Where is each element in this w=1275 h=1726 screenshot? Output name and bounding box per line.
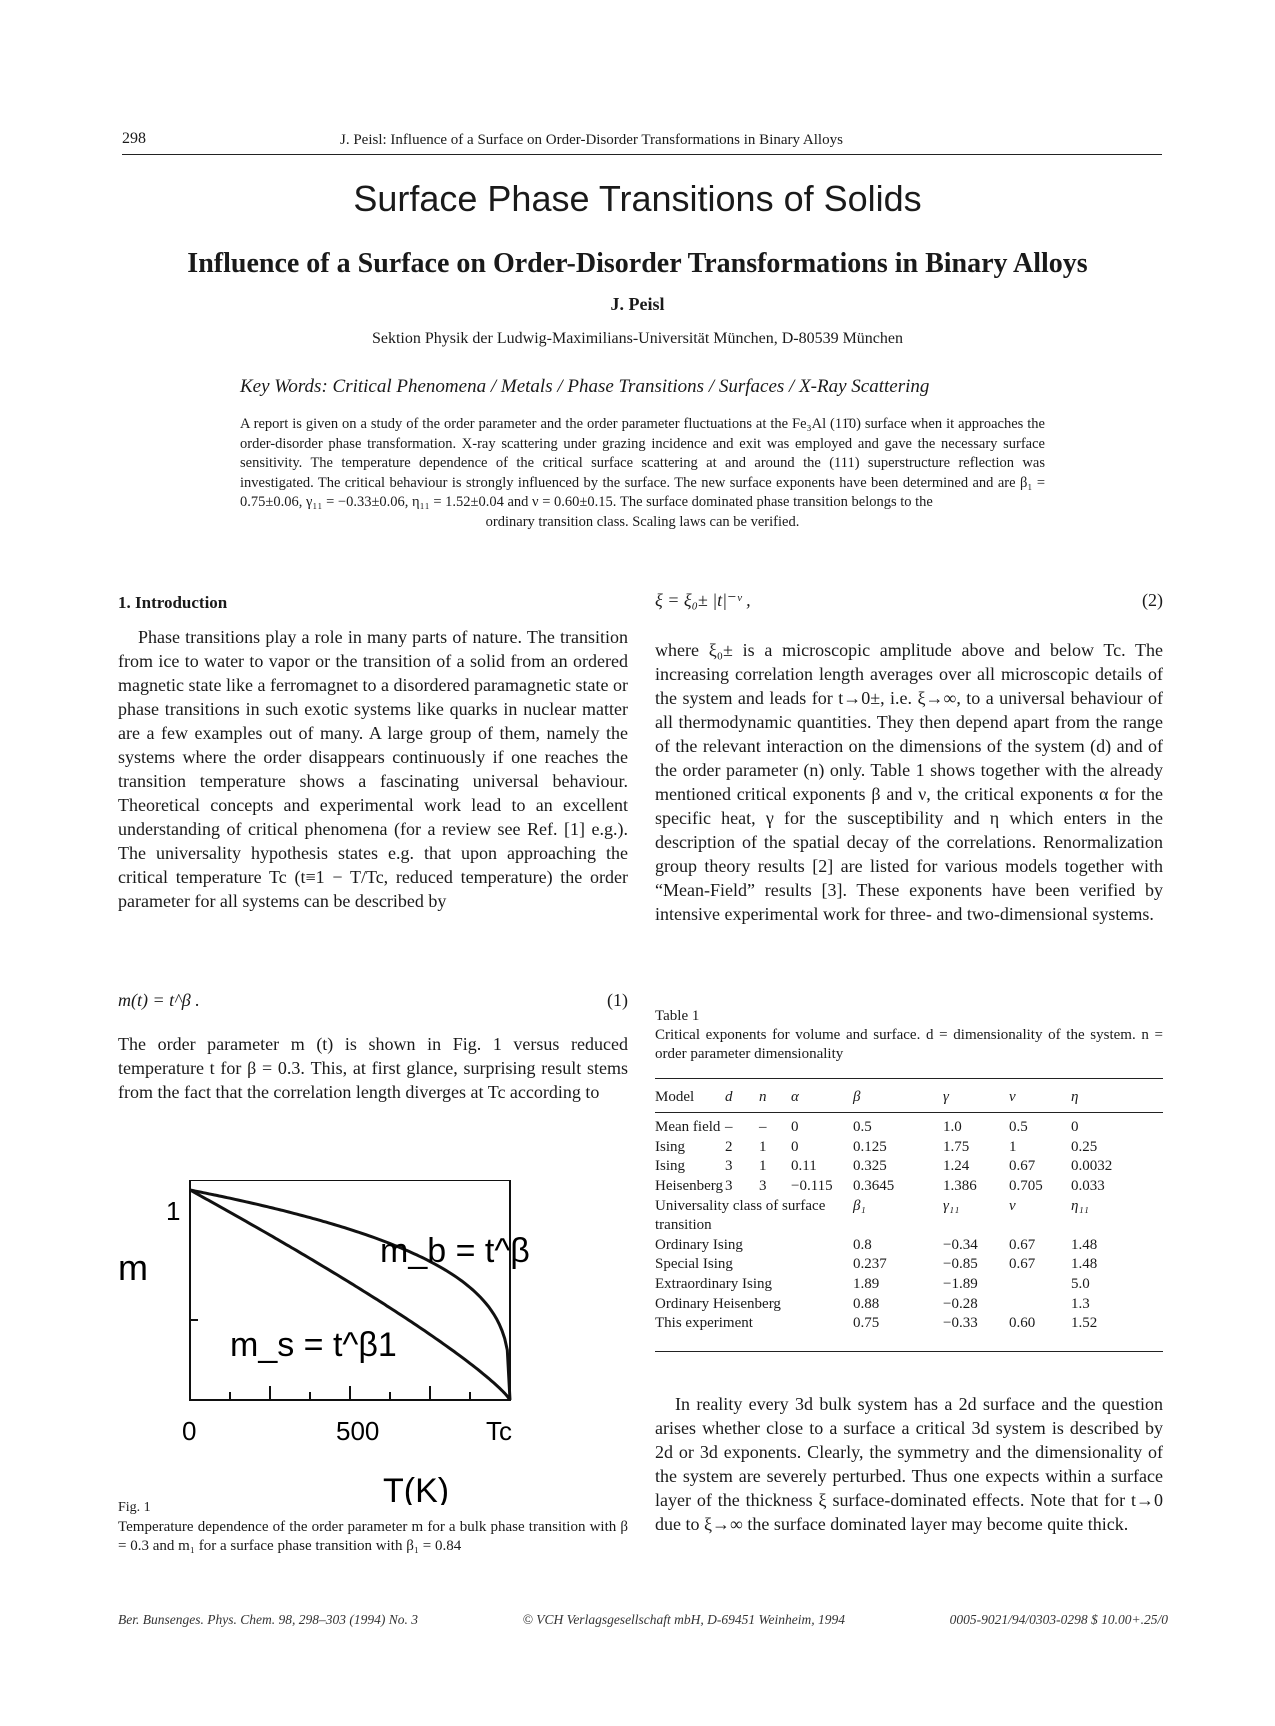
abstract-last-line: ordinary transition class. Scaling laws can be verified.	[485, 513, 800, 530]
table-cell: 0.5	[1009, 1119, 1028, 1136]
x-axis-label: T(K)	[383, 1472, 450, 1505]
table-cell: 0.5	[853, 1119, 872, 1136]
x-tick-label-0: 0	[182, 1416, 197, 1446]
critical-exponents-table	[655, 1084, 1163, 1334]
plot-frame	[190, 1180, 510, 1400]
table-cell: 0.67	[1009, 1158, 1036, 1175]
table-cell: 0.60	[1009, 1315, 1036, 1332]
table-cell: 0.705	[1009, 1178, 1043, 1195]
table-cell: 2	[725, 1138, 733, 1155]
table-row	[655, 1110, 1163, 1138]
header-rule	[122, 154, 1162, 155]
x-tick-label-tc: Tc	[486, 1416, 512, 1446]
running-title: J. Peisl: Influence of a Surface on Order-Disorder Transformations in Binary Alloys	[340, 132, 843, 148]
table-row	[655, 1255, 1163, 1275]
section-heading: 1. Introduction	[118, 593, 228, 612]
table-header-row	[655, 1084, 1163, 1110]
table-cell: 1.386	[943, 1178, 977, 1195]
table-cell: η₁₁	[1071, 1197, 1089, 1214]
table-row	[655, 1275, 1163, 1295]
table-header-cell: ν	[1009, 1088, 1016, 1105]
table-cell: 0.67	[1009, 1236, 1036, 1253]
table-cell: β₁	[853, 1197, 866, 1214]
table-cell: 0	[791, 1119, 799, 1136]
x-tick-label-500: 500	[336, 1416, 380, 1446]
table-cell: 1	[759, 1138, 767, 1155]
table-cell: −0.33	[943, 1315, 978, 1332]
equation-2	[655, 590, 1163, 611]
paper-title: Surface Phase Transitions of Solids	[353, 178, 922, 219]
table-header-cell: η	[1071, 1088, 1079, 1105]
table-cell: Ising	[655, 1158, 685, 1175]
table-cell: –	[759, 1119, 767, 1136]
table-cell: −0.28	[943, 1295, 978, 1312]
table-cell: 1.89	[853, 1276, 880, 1293]
table-cell: 0.3645	[853, 1178, 895, 1195]
table-row	[655, 1157, 1163, 1177]
table-cell: 0	[791, 1138, 799, 1155]
table-cell: 1.3	[1071, 1295, 1090, 1312]
table-cell	[1009, 1275, 1071, 1295]
table-row	[655, 1177, 1163, 1197]
author: J. Peisl	[610, 294, 665, 314]
table-cell: 0.0032	[1071, 1158, 1113, 1175]
paper-subtitle: Influence of a Surface on Order-Disorder Transformations in Binary Alloys	[187, 248, 1088, 279]
table-cell: −0.115	[791, 1178, 833, 1195]
table-cell: 0.8	[853, 1236, 872, 1253]
table-header-cell: Model	[655, 1088, 695, 1105]
table-cell: γ₁₁	[943, 1197, 960, 1214]
table-header-cell: β	[853, 1088, 861, 1105]
table-cell: 3	[759, 1178, 767, 1195]
table-cell: 1	[1009, 1138, 1017, 1155]
figure-1	[118, 1180, 578, 1510]
footer-code: 0005-9021/94/0303-0298 $ 10.00+.25/0	[949, 1612, 1168, 1627]
table-cell: 3	[725, 1158, 733, 1175]
abstract-text: A report is given on a study of the order parameter and the order parameter fluctuations at the Fe₃Al (11̄0) surface when it approaches the order-disorder phase transformation. X-ray scattering under grazing incidence and exit was employed and gave the necessary surface sensitivity. The temperature dependence of the critical surface scattering at and around the (111) superstructure reflection was investigated. The critical behaviour is strongly influenced by the surface. The new surface exponents have been determined and are β₁ = 0.75±0.06, γ₁₁ = −0.33±0.06, η₁₁ = 1.52±0.04 and ν = 0.60±0.15. The surface dominated phase transition belongs to the	[240, 416, 1045, 510]
table-cell: ν	[1009, 1197, 1016, 1214]
bulk-curve	[190, 1190, 510, 1400]
table-cell	[1009, 1294, 1071, 1314]
table-surface-heading-row	[655, 1196, 1163, 1216]
table-cell: −0.85	[943, 1256, 978, 1273]
table-cell: 0	[1071, 1119, 1079, 1136]
table-cell: 1.52	[1071, 1315, 1098, 1332]
table-cell: 0.125	[853, 1138, 887, 1155]
equation-1	[118, 990, 628, 1011]
page-footer	[118, 1612, 1168, 1628]
figure-label: Fig. 1	[118, 1500, 151, 1515]
keywords: Key Words: Critical Phenomena / Metals / Phase Transitions / Surfaces / X-Ray Scattering	[240, 376, 930, 397]
table-row	[655, 1294, 1163, 1314]
table-row	[655, 1314, 1163, 1334]
footer-publisher: © VCH Verlagsgesellschaft mbH, D-69451 Weinheim, 1994	[522, 1612, 846, 1627]
table-cell: 1	[759, 1158, 767, 1175]
intro-paragraph-1: Phase transitions play a role in many parts of nature. The transition from ice to water to vapor or the transition of a solid from an ordered magnetic state like a ferromagnet to a disordered paramagnetic state or phase transitions in such exotic systems like quarks in nuclear matter are a few examples out of many. A large group of them, namely the systems where the order disappears continuously if one reaches the transition temperature shows a fascinating universal behaviour. Theoretical concepts and experimental work lead to an excellent understanding of critical phenomena (for a review see Ref. [1] e.g.). The universality hypothesis states e.g. that upon approaching the critical temperature Tc (t≡1 − T/Tc, reduced temperature) the order parameter for all systems can be described by	[118, 627, 628, 911]
table-cell: 5.0	[1071, 1276, 1090, 1293]
right-paragraph-2: In reality every 3d bulk system has a 2d surface and the question arises whether close to a surface a critical 3d system is described by 2d or 3d exponents. Clearly, the symmetry and the dimensionality of the system are severely perturbed. Thus one expects within a surface layer of the thickness ξ surface-dominated effects. Note that for t→0 due to ξ→∞ the surface dominated layer may become quite thick.	[655, 1394, 1163, 1534]
table-cell: This experiment	[655, 1315, 753, 1332]
table-caption: Critical exponents for volume and surface. d = dimensionality of the system. n = order parameter dimensionality	[655, 1027, 1163, 1062]
table-cell: –	[725, 1119, 733, 1136]
equation-1-text: m(t) = t^β .	[118, 990, 200, 1010]
equation-2-text: ξ = ξ₀± |t|⁻ᵛ ,	[655, 590, 751, 610]
table-cell: 0.25	[1071, 1138, 1098, 1155]
surface-curve	[190, 1190, 510, 1400]
table-cell: −1.89	[943, 1276, 978, 1293]
table-cell: 1.48	[1071, 1236, 1098, 1253]
abstract	[240, 415, 1045, 532]
table-cell: 0.88	[853, 1295, 880, 1312]
table-cell: 1.24	[943, 1158, 970, 1175]
surface-curve-label: m_s = t^β1	[230, 1326, 397, 1364]
page-number: 298	[122, 130, 146, 147]
table-top-rule	[655, 1078, 1163, 1079]
table-cell: 0.75	[853, 1315, 880, 1332]
y-axis-label: m	[118, 1247, 148, 1288]
table-row	[655, 1216, 1163, 1236]
table-cell: Universality class of surface	[655, 1197, 826, 1214]
y-tick-label: 1	[166, 1196, 181, 1226]
table-title: Table 1	[655, 1008, 700, 1024]
table-row	[655, 1236, 1163, 1256]
table-header-cell: γ	[943, 1088, 949, 1105]
table-row	[655, 1138, 1163, 1158]
table-cell: Ordinary Ising	[655, 1236, 743, 1253]
table-cell: 1.48	[1071, 1256, 1098, 1273]
x-ticks	[190, 1386, 510, 1400]
table-bottom-rule	[655, 1351, 1163, 1352]
footer-journal: Ber. Bunsenges. Phys. Chem. 98, 298–303 (1994) No. 3	[118, 1612, 418, 1627]
table-cell: 1.75	[943, 1138, 970, 1155]
table-cell: 0.67	[1009, 1256, 1036, 1273]
table-cell: 0.11	[791, 1158, 817, 1175]
right-paragraph-1: where ξ₀± is a microscopic amplitude above and below Tc. The increasing correlation length averages over all microscopic details of the system and leads for t→0±, i.e. ξ→∞, to a universal behaviour of all thermodynamic quantities. They then depend apart from the range of the relevant interaction on the dimensions of the system (d) and of the order parameter (n) only. Table 1 shows together with the already mentioned critical exponents β and ν, the critical exponents α for the specific heat, γ for the susceptibility and η which enters in the description of the spatial decay of the correlations. Renormalization group theory results [2] are listed for various models together with “Mean-Field” results [3]. These exponents have been verified by intensive experimental work for three- and two-dimensional systems.	[655, 640, 1163, 924]
table-cell: Special Ising	[655, 1256, 733, 1273]
intro-paragraph-2: The order parameter m (t) is shown in Fig. 1 versus reduced temperature t for β = 0.3. This, at first glance, surprising result stems from the fact that the correlation length diverges at Tc according to	[118, 1034, 628, 1102]
affiliation: Sektion Physik der Ludwig-Maximilians-Universität München, D-80539 München	[371, 330, 904, 347]
table-header-cell: n	[759, 1088, 767, 1105]
equation-2-number: (2)	[1142, 590, 1163, 610]
table-cell: Ordinary Heisenberg	[655, 1295, 781, 1312]
table-header-cell: α	[791, 1088, 799, 1105]
table-header-cell: d	[725, 1088, 733, 1105]
table-cell: 0.325	[853, 1158, 887, 1175]
table-cell: 3	[725, 1178, 733, 1195]
table-cell: Heisenberg	[655, 1178, 724, 1195]
equation-1-number: (1)	[607, 990, 628, 1010]
table-cell: Ising	[655, 1138, 685, 1155]
bulk-curve-label: m_b = t^β	[380, 1232, 530, 1270]
table-cell: Mean field	[655, 1119, 721, 1136]
table-cell: −0.34	[943, 1236, 978, 1253]
table-cell: Extraordinary Ising	[655, 1276, 773, 1293]
table-cell: 0.237	[853, 1256, 887, 1273]
table-cell: transition	[655, 1217, 712, 1234]
figure-caption: Temperature dependence of the order parameter m for a bulk phase transition with β = 0.3 and m₁ for a surface phase transition with β₁ = 0.84	[118, 1519, 628, 1554]
figure-1-plot	[118, 1180, 578, 1505]
table-cell: 0.033	[1071, 1178, 1105, 1195]
table-cell: 1.0	[943, 1119, 962, 1136]
